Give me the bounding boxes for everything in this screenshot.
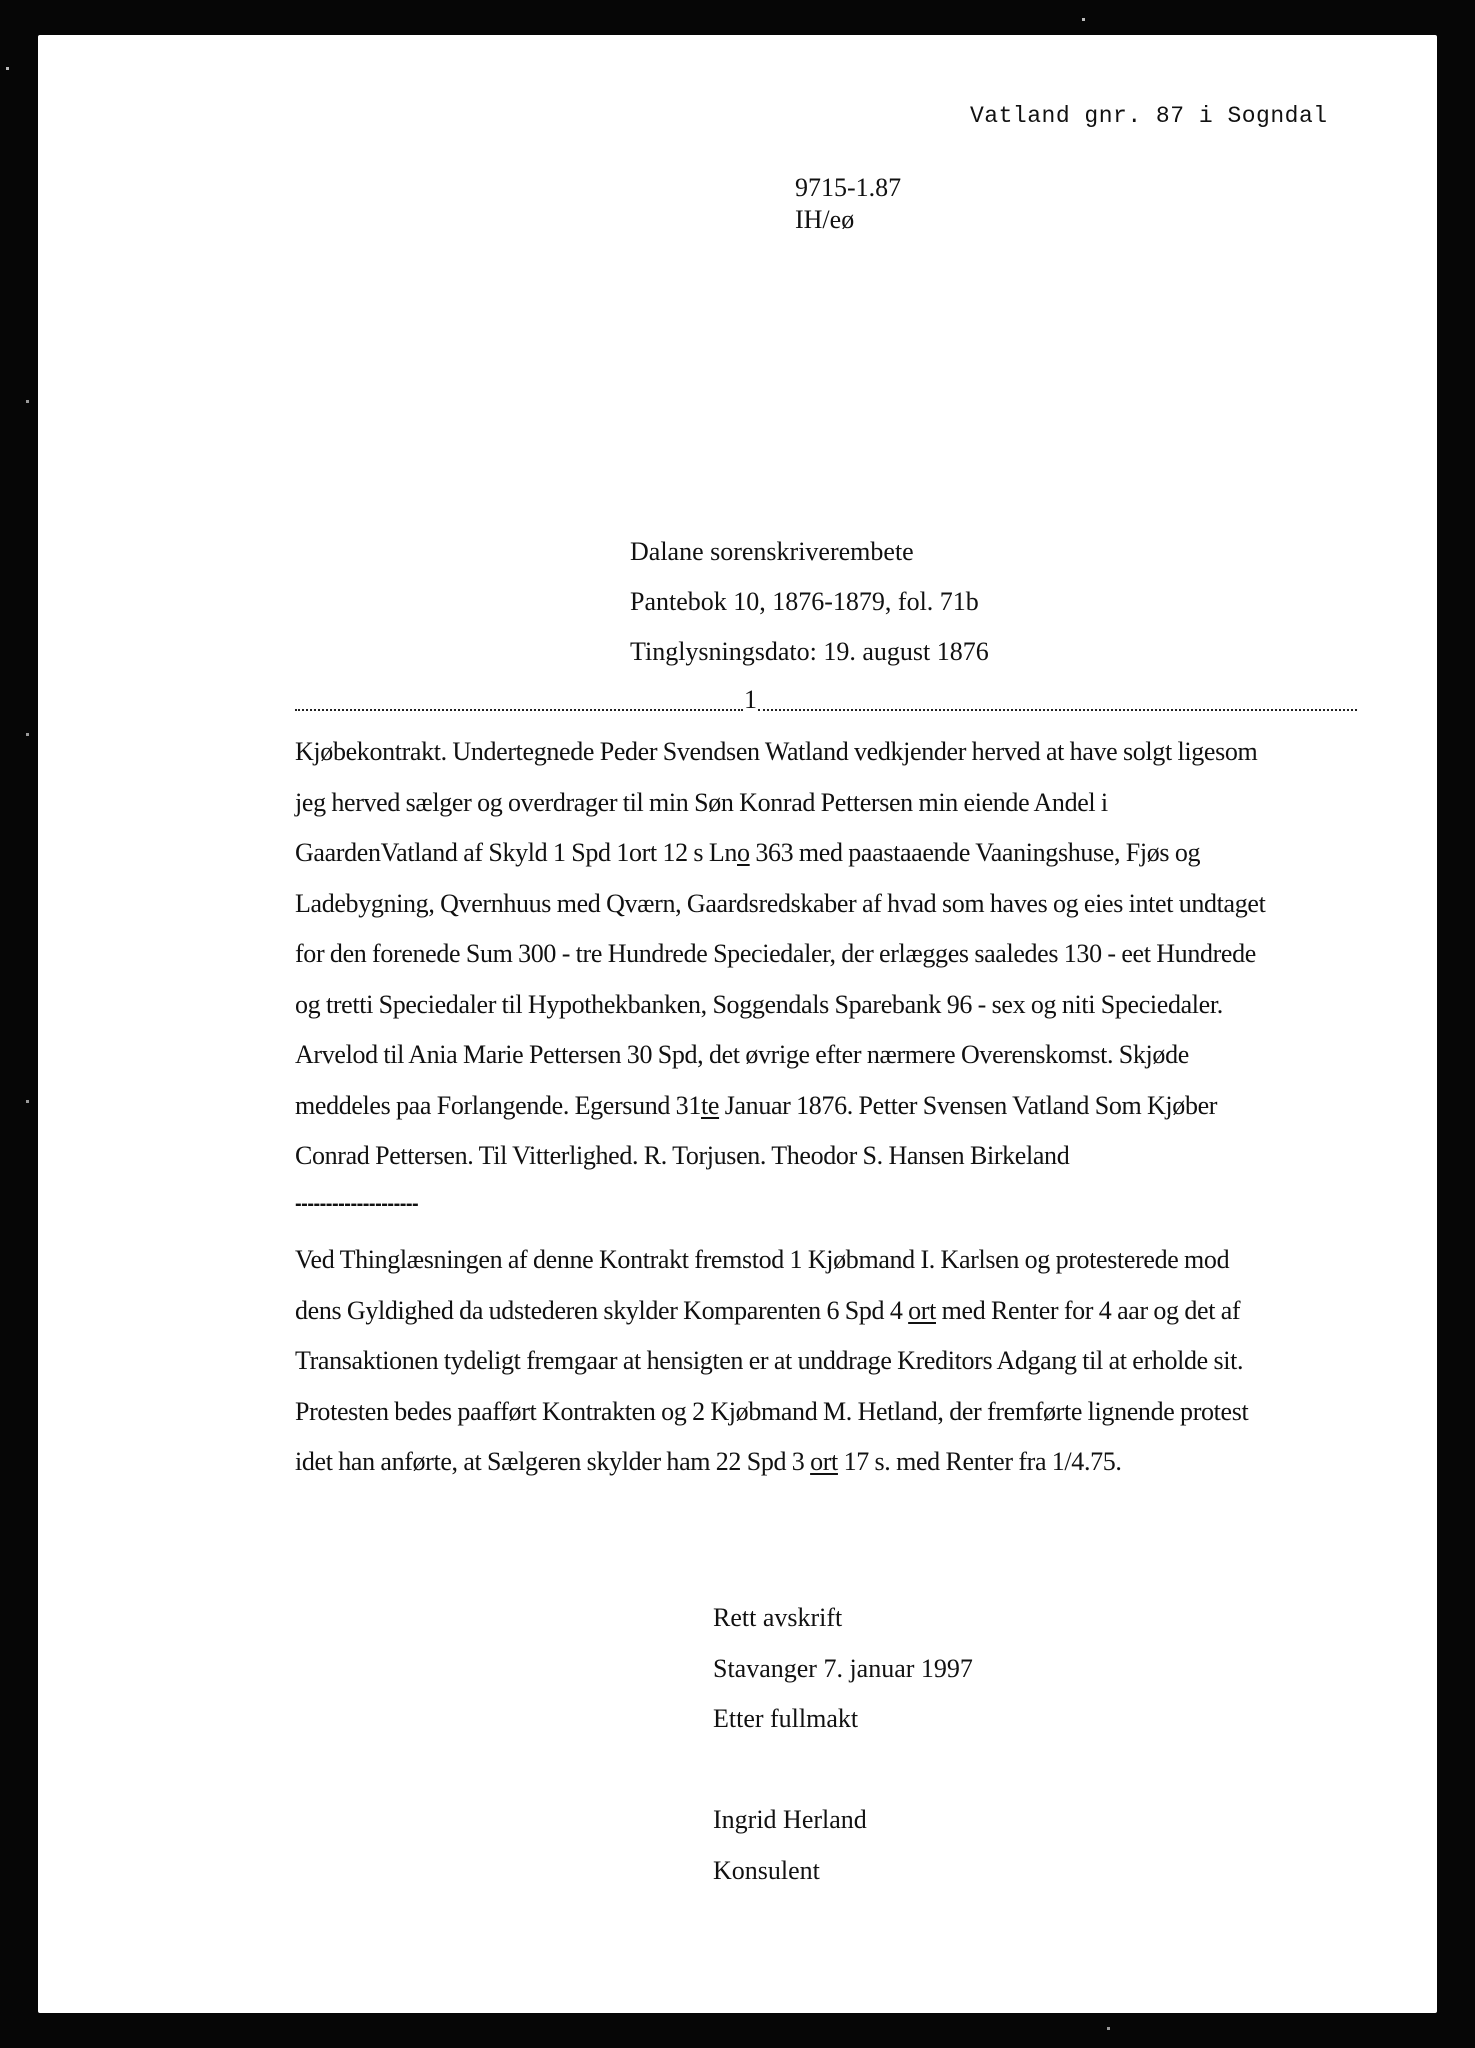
text-segment: dens Gyldighed da udstederen skylder Komparenten 6 Spd 4 [295,1295,909,1325]
text-line [295,1235,1375,1286]
text-segment: og tretti Speciedaler til Hypothekbanken, Soggendals Sparebank 96 - sex og niti Speciedaler. [295,989,1223,1019]
text-segment: GaardenVatland af Skyld 1 Spd 1ort 12 s Ln [295,838,738,867]
text-segment: Transaktionen tydeligt fremgaar at hensigten er at unddrage Kreditors Adgang til at erholde sit. [295,1346,1244,1375]
scan-speck [26,1100,29,1103]
text-segment: med Renter for 4 aar og det af [935,1295,1241,1325]
reference-block [795,172,901,236]
scan-speck [1107,2027,1110,2030]
source-block [630,527,989,677]
text-segment: Arvelod til Ania Marie Pettersen 30 Spd, det øvrige efter nærmere Overenskomst. Skjøde [295,1040,1189,1069]
text-line [295,1437,1375,1488]
text-segment: jeg herved sælger og overdrager til min Søn Konrad Pettersen min eiende Andel i [295,787,1108,817]
underlined-abbreviation: te [700,1090,720,1120]
text-line [295,1030,1375,1081]
underlined-abbreviation: ort [908,1295,936,1325]
text-line [295,828,1375,879]
dotted-leader-left [295,689,743,711]
signature-spacer [713,1745,973,1796]
text-segment: idet han anførte, at Sælgeren skylder ham 22 Spd 3 [295,1447,811,1476]
section-separator: -------------------- [295,1193,419,1215]
initials: IH/eø [795,205,855,234]
document-page [38,35,1437,2013]
text-line [295,1387,1375,1438]
entry-divider [295,685,1357,715]
underlined-abbreviation: o [737,838,750,867]
text-line [295,778,1375,829]
underlined-abbreviation: ort [810,1447,838,1476]
scan-speck [26,733,29,736]
property-title: Vatland gnr. 87 i Sogndal [970,103,1328,129]
text-segment: 363 med paastaaende Vaaningshuse, Fjøs og [749,838,1201,867]
closing-block [713,1593,973,1896]
text-line [295,980,1375,1031]
entry-number: 1 [744,685,757,714]
text-line [295,1081,1375,1132]
place-and-date: Stavanger 7. januar 1997 [713,1653,973,1683]
contract-paragraph [295,727,1375,1182]
court-office: Dalane sorenskriverembete [630,537,914,566]
text-line [295,879,1375,930]
protest-paragraph [295,1235,1375,1488]
text-segment: Kjøbekontrakt. Undertegnede Peder Svendsen Watland vedkjender herved at have solgt ligesom [295,737,1258,766]
authority-text: Etter fullmakt [713,1704,859,1733]
text-segment: Ved Thinglæsningen af denne Kontrakt fremstod 1 Kjøbmand I. Karlsen og protesterede mod [295,1245,1230,1274]
signatory-title: Konsulent [713,1855,820,1885]
text-segment: meddeles paa Forlangende. Egersund 31 [295,1090,701,1120]
scan-speck [6,67,9,70]
text-segment: Ladebygning, Qvernhuus med Qværn, Gaardsredskaber af hvad som haves og eies intet undtaget [295,888,1266,918]
text-line [295,727,1375,778]
file-number: 9715-1.87 [795,173,902,202]
scan-speck [1082,18,1085,21]
text-line [295,1286,1375,1337]
text-segment: Januar 1876. Petter Svensen Vatland Som Kjøber [719,1090,1218,1120]
signatory-name: Ingrid Herland [713,1805,867,1834]
text-line [295,929,1375,980]
text-segment: 17 s. med Renter fra 1/4.75. [837,1447,1122,1476]
text-segment: for den forenede Sum 300 - tre Hundrede Speciedaler, der erlægges saaledes 130 - eet Hundrede [295,939,1256,968]
registration-date: Tinglysningsdato: 19. august 1876 [630,637,989,666]
text-line [295,1131,1375,1182]
text-segment: Conrad Pettersen. Til Vitterlighed. R. Torjusen. Theodor S. Hansen Birkeland [295,1141,1070,1170]
mortgage-book-reference: Pantebok 10, 1876-1879, fol. 71b [630,587,979,616]
text-segment: Protesten bedes paafført Kontrakten og 2 Kjøbmand M. Hetland, der fremførte lignende protest [295,1396,1249,1426]
dotted-leader-right [758,689,1357,711]
scan-speck [26,400,29,403]
text-line [295,1336,1375,1387]
certification-text: Rett avskrift [713,1603,843,1632]
